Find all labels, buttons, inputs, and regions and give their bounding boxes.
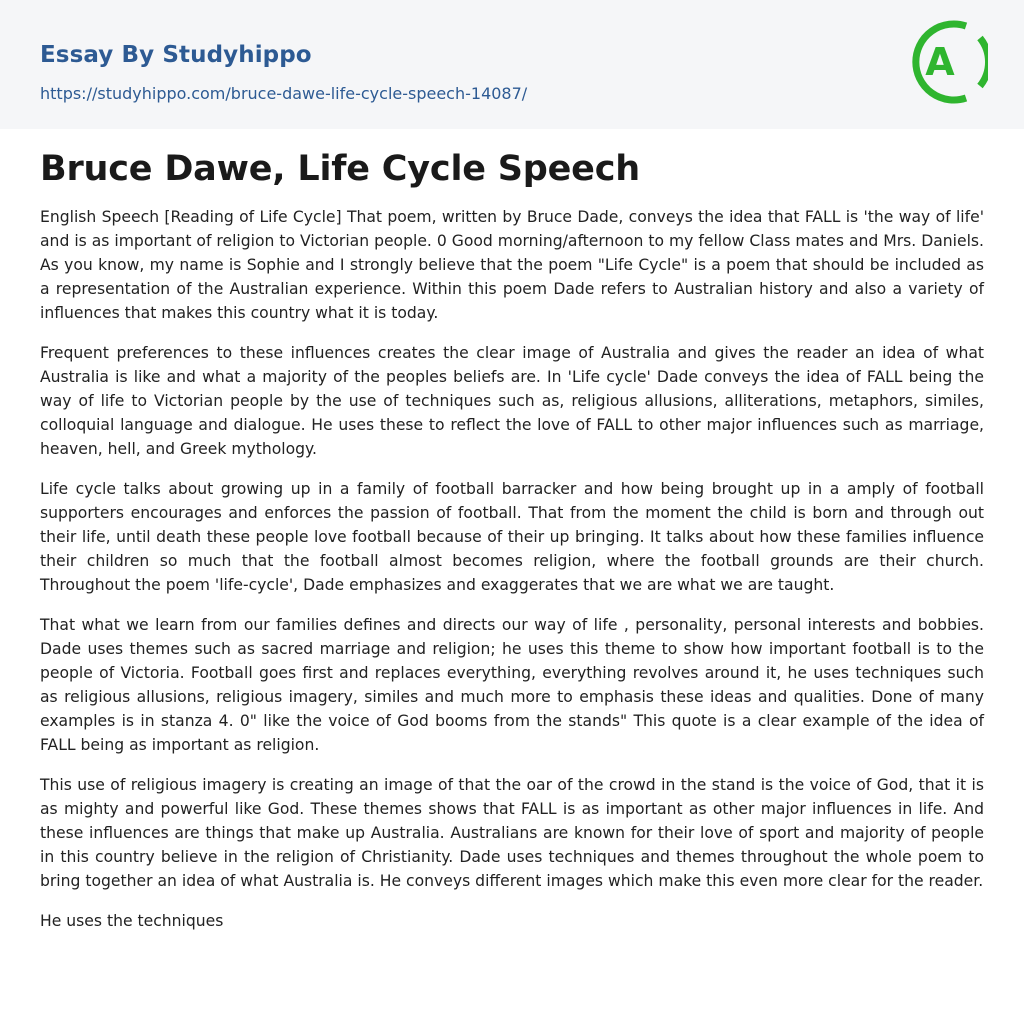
logo-letter: A xyxy=(925,40,955,84)
site-header xyxy=(0,0,1024,129)
page-url-link[interactable]: https://studyhippo.com/bruce-dawe-life-cycle-speech-14087/ xyxy=(40,84,528,103)
studyhippo-logo-icon[interactable] xyxy=(904,18,988,106)
paragraph: Frequent preferences to these influences creates the clear image of Australia and gives the reader an idea of what Australia is like and what a majority of the peoples beliefs are. In 'Life cycle' Dade conveys the idea of FALL being the way of life to Victorian people by the use of techniques such as, religious allusions, alliterations, metaphors, similes, colloquial language and dialogue. He uses these to reflect the love of FALL to other major influences such as marriage, heaven, hell, and Greek mythology. xyxy=(40,344,984,458)
page-title: Bruce Dawe, Life Cycle Speech xyxy=(40,149,640,189)
paragraph: He uses the techniques xyxy=(40,912,224,930)
paragraph: English Speech [Reading of Life Cycle] That poem, written by Bruce Dade, conveys the idea that FALL is 'the way of life' and is as important of religion to Victorian people. 0 Good morning/afternoon to my fellow Class mates and Mrs. Daniels. As you know, my name is Sophie and I strongly believe that the poem "Life Cycle" is a poem that should be included as a representation of the Australian experience. Within this poem Dade refers to Australian history and also a variety of influences that makes this country what it is today. xyxy=(40,208,984,322)
paragraph: That what we learn from our families defines and directs our way of life , personality, personal interests and bobbies. Dade uses themes such as sacred marriage and religion; he uses this theme to show how important football is to the people of Victoria. Football goes first and replaces everything, everything revolves around it, he uses techniques such as religious allusions, religious imagery, similes and much more to emphasis these ideas and qualities. Done of many examples is in stanza 4. 0" like the voice of God booms from the stands" This quote is a clear example of the idea of FALL being as important as religion. xyxy=(40,616,984,754)
paragraph: This use of religious imagery is creating an image of that the oar of the crowd in the stand is the voice of God, that it is as mighty and powerful like God. These themes shows that FALL is as important as other major influences in life. And these influences are things that make up Australia. Australians are known for their love of sport and majority of people in this country believe in the religion of Christianity. Dade uses techniques and themes throughout the whole poem to bring together an idea of what Australia is. He conveys different images which make this even more clear for the reader. xyxy=(40,776,984,890)
article xyxy=(0,147,1024,933)
paragraph: Life cycle talks about growing up in a family of football barracker and how being brought up in a amply of football supporters encourages and enforces the passion of football. That from the moment the child is born and through out their life, until death these people love football because of their up bringing. It talks about how these families influence their children so much that the football almost becomes religion, where the football grounds are their church. Throughout the poem 'life-cycle', Dade emphasizes and exaggerates that we are what we are taught. xyxy=(40,480,984,594)
site-brand[interactable]: Essay By Studyhippo xyxy=(40,42,312,68)
